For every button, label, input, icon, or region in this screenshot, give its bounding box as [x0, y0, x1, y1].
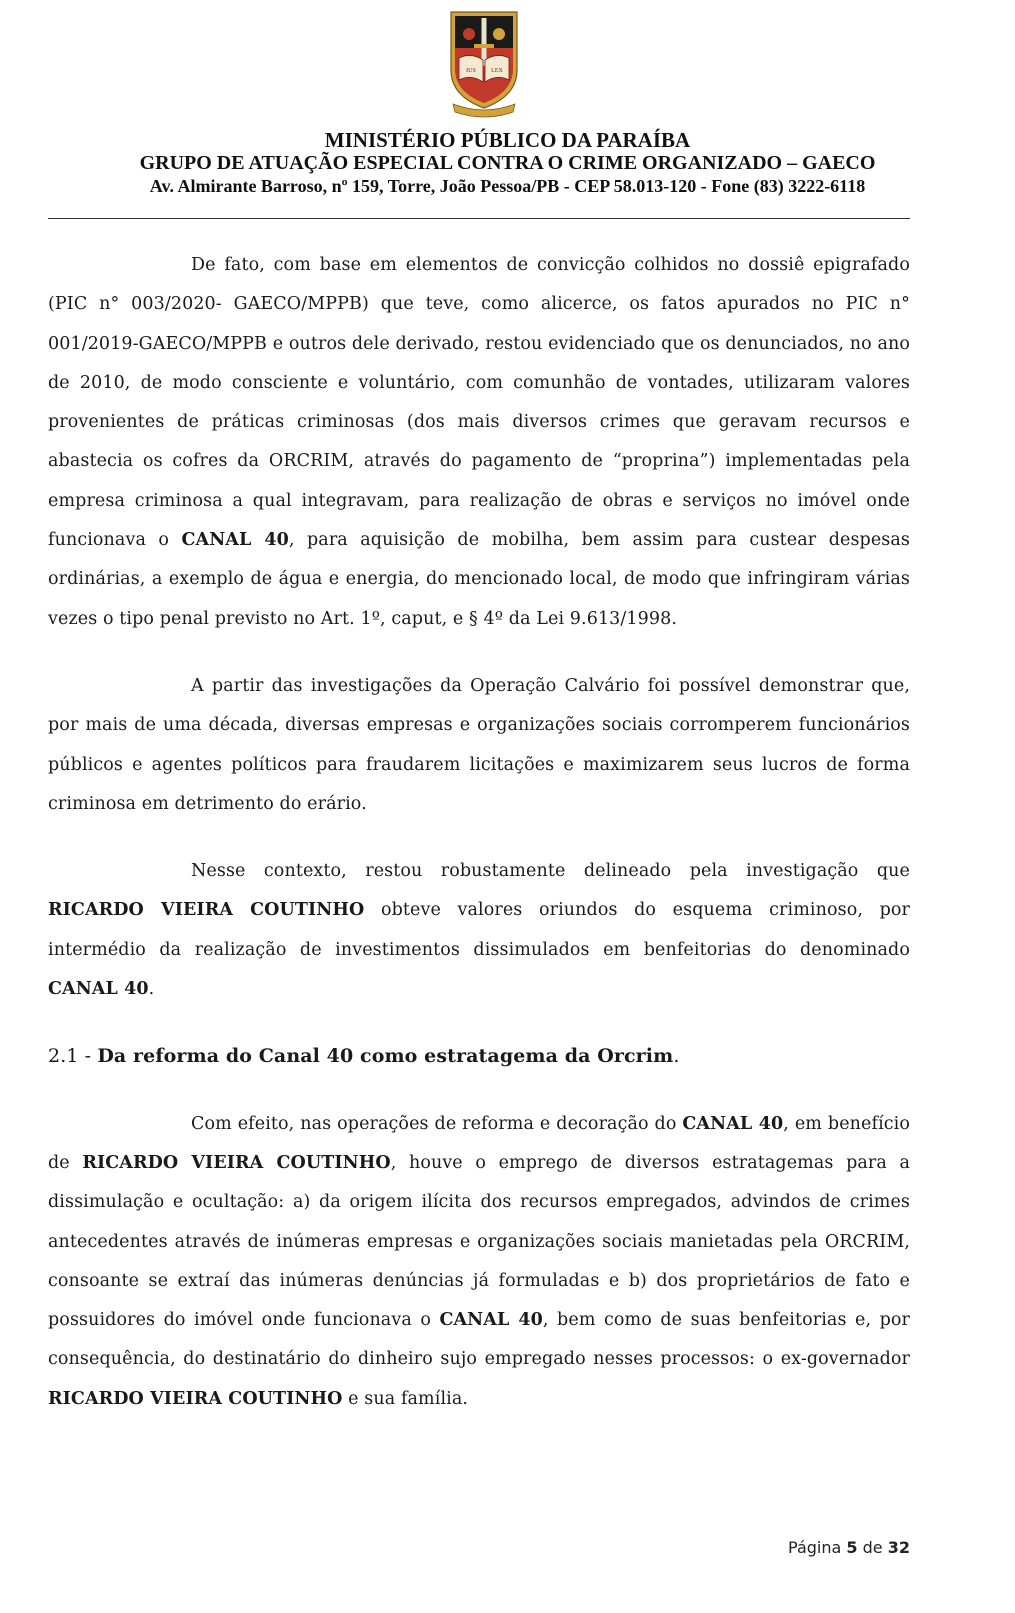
page-footer — [788, 1538, 910, 1557]
paragraph-4 — [48, 1105, 910, 1419]
paragraph-4-bold-canal40-1: CANAL 40 — [682, 1113, 784, 1134]
footer-page-total: 32 — [887, 1538, 910, 1557]
emblem-lettering-right: LEX — [491, 68, 503, 74]
header-address: Av. Almirante Barroso, nº 159, Torre, João Pessoa/PB - CEP 58.013-120 - Fone (83) 3222-6118 — [149, 176, 866, 196]
document-body — [48, 246, 910, 1447]
paragraph-4-text-c: , em benefício de — [48, 1113, 911, 1173]
paragraph-2: A partir das investigações da Operação Calvário foi possível demonstrar que, por mais de uma década, diversas empresas e organizações sociais corromperem funcionários públicos e agentes políticos para fraudarem licitações e maximizarem seus lucros de forma criminosa em detrimento do erário. — [48, 675, 910, 814]
paragraph-1-bold-canal40: CANAL 40 — [181, 530, 289, 551]
paragraph-1 — [48, 246, 910, 639]
paragraph-3-text-c: obteve valores oriundos do esquema criminoso, por intermédio da realização de investimentos dissimulados em benfeitorias do denominado — [48, 900, 910, 960]
section-number: 2.1 - — [48, 1045, 98, 1068]
header-divider — [48, 218, 910, 219]
header-institution: MINISTÉRIO PÚBLICO DA PARAÍBA — [324, 128, 691, 152]
header-group: GRUPO DE ATUAÇÃO ESPECIAL CONTRA O CRIME ORGANIZADO – GAECO — [139, 152, 876, 174]
footer-of-label: de — [862, 1538, 883, 1557]
paragraph-1-text-c: , para aquisição de mobilha, bem assim para custear despesas ordinárias, a exemplo de água e energia, do mencionado local, de modo que infringiram várias vezes o tipo penal previsto no Art. 1º, caput, e § 4º da Lei 9.613/1998. — [48, 530, 910, 629]
section-heading — [48, 1037, 910, 1076]
gaeco-shield-emblem-icon — [447, 8, 521, 118]
paragraph-4-text-e: , houve o emprego de diversos estratagemas para a dissimulação e ocultação: a) da origem ilícita dos recursos empregados, advindos de crimes antecedentes através de inúmeras empresas e organizações sociais manietadas pela ORCRIM, consoante se extraí das inúmeras denúncias já formuladas e b) dos proprietários de fato e possuidores do imóvel onde funcionava o — [48, 1152, 911, 1331]
paragraph-4-text-a: Com efeito, nas operações de reforma e decoração do — [191, 1113, 683, 1134]
paragraph-3-bold-canal40: CANAL 40 — [48, 979, 149, 1000]
paragraph-4-text-i: e sua família. — [342, 1388, 469, 1409]
paragraph-3-text-e: . — [148, 979, 155, 1000]
paragraph-4-bold-canal40-2: CANAL 40 — [439, 1310, 543, 1331]
paragraph-3-bold-name: RICARDO VIEIRA COUTINHO — [48, 900, 365, 921]
paragraph-4-text-g: , bem como de suas benfeitorias e, por consequência, do destinatário do dinheiro sujo empregado nesses processos: o ex-governador — [48, 1310, 910, 1370]
paragraph-4-bold-name-2: RICARDO VIEIRA COUTINHO — [48, 1388, 343, 1409]
paragraph-1-text-a: De fato, com base em elementos de convicção colhidos no dossiê epigrafado (PIC n° 003/2020- GAECO/MPPB) que teve, como alicerce, os fatos apurados no PIC n° 001/2019-GAECO/MPPB e outros dele derivado, restou evidenciado que os denunciados, no ano de 2010, de modo consciente e voluntário, com comunhão de vontades, utilizaram valores provenientes de práticas criminosas (dos mais diversos crimes que geravam recursos e abastecia os cofres da ORCRIM, através do pagamento de “proprina”) implementadas pela empresa criminosa a qual integravam, para realização de obras e serviços no imóvel onde funcionava o — [48, 255, 910, 551]
paragraph-4-bold-name-1: RICARDO VIEIRA COUTINHO — [82, 1152, 391, 1173]
paragraph-3 — [48, 852, 910, 1009]
footer-page-label: Página — [788, 1538, 842, 1557]
paragraph-3-text-a: Nesse contexto, restou robustamente delineado pela investigação que — [191, 861, 910, 882]
footer-page-number: 5 — [846, 1538, 858, 1557]
section-title: Da reforma do Canal 40 como estratagema da Orcrim — [97, 1045, 674, 1068]
section-end: . — [673, 1045, 680, 1068]
emblem-lettering-left: IUS — [466, 68, 476, 74]
